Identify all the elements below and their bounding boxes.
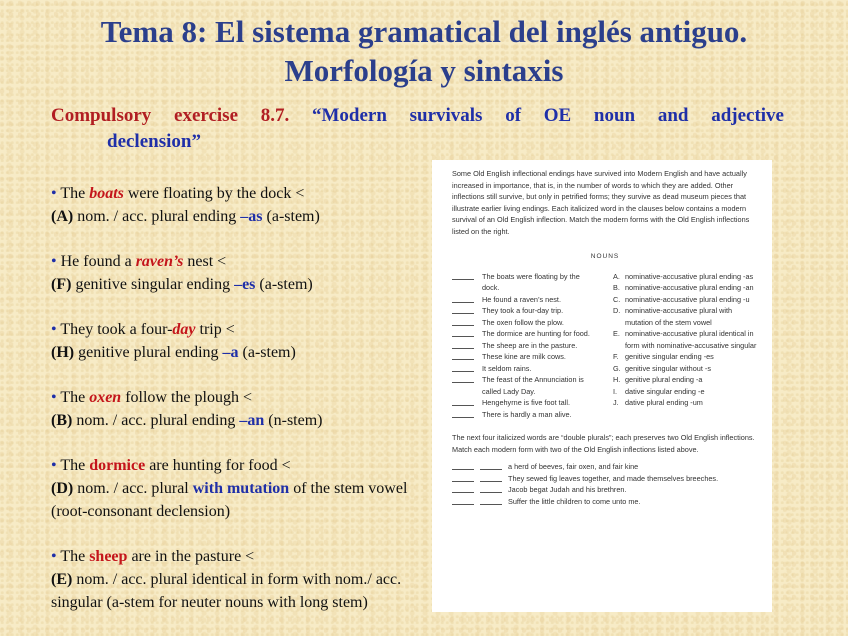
highlighted-word: sheep bbox=[89, 548, 128, 565]
exercise-row bbox=[452, 409, 592, 421]
heading-word: and bbox=[657, 105, 689, 126]
answer-code: (H) bbox=[51, 344, 75, 361]
option-row bbox=[613, 397, 758, 409]
option-row bbox=[613, 305, 758, 328]
ending: with mutation bbox=[192, 480, 290, 497]
exercise-sentence: There is hardly a man alive. bbox=[482, 409, 572, 419]
sentence-text: trip < bbox=[195, 321, 235, 338]
heading-word: survivals bbox=[409, 105, 483, 126]
option-text: dative singular ending -e bbox=[625, 386, 705, 396]
title-line-2: Morfología y sintaxis bbox=[284, 53, 564, 88]
double-plural-section bbox=[452, 432, 758, 507]
answer-blank bbox=[452, 363, 474, 372]
answer-desc: nom. / acc. plural identical in form with nom./ acc. singular (a-stem for neuter nouns with long stem) bbox=[51, 571, 402, 611]
answer-desc: (a-stem) bbox=[255, 276, 313, 293]
double-sentence: Suffer the little children to come unto me. bbox=[508, 496, 641, 506]
answer-desc: of the stem vowel (root-consonant declension) bbox=[51, 480, 408, 520]
bullet: • bbox=[51, 457, 57, 474]
option-row bbox=[613, 374, 758, 386]
heading-word: OE bbox=[543, 105, 572, 126]
answer-desc: (n-stem) bbox=[264, 412, 323, 429]
matching-exercise bbox=[452, 271, 758, 421]
option-key: D. bbox=[613, 306, 621, 315]
answer-item bbox=[51, 545, 431, 614]
heading-word: “Modern bbox=[311, 105, 387, 126]
exercise-row bbox=[452, 340, 592, 352]
double-row bbox=[452, 461, 758, 473]
option-key: A. bbox=[613, 271, 620, 281]
answer-blank bbox=[452, 409, 474, 418]
highlighted-word: oxen bbox=[89, 389, 122, 406]
double-plural-intro: The next four italicized words are “double plurals”; each preserves two Old English inflections. Match each modern form with two of the Old English inflections listed above. bbox=[452, 433, 755, 454]
exercise-sentence: The sheep are in the pasture. bbox=[482, 340, 578, 350]
exercise-row bbox=[452, 351, 592, 363]
answer-desc: (a-stem) bbox=[238, 344, 296, 361]
option-text: nominative-accusative plural with mutation of the stem vowel bbox=[625, 306, 733, 327]
slide-title bbox=[0, 12, 848, 90]
sentence-text: The bbox=[60, 457, 90, 474]
highlighted-word: dormice bbox=[89, 457, 146, 474]
bullet: • bbox=[51, 321, 57, 338]
answer-blank bbox=[452, 496, 474, 505]
answer-blank bbox=[480, 496, 502, 505]
option-row bbox=[613, 351, 758, 363]
title-line-1: Tema 8: El sistema gramatical del inglés antiguo. bbox=[100, 14, 748, 49]
answer-desc: nom. / acc. plural ending bbox=[73, 208, 241, 225]
exercise-sentence: Hengehyrne is five foot tall. bbox=[482, 398, 571, 407]
option-text: genitive singular without -s bbox=[625, 363, 711, 373]
exercise-row bbox=[452, 397, 592, 409]
exercise-sentence: The feast of the Annunciation is called Lady Day. bbox=[482, 375, 584, 396]
answer-code: (E) bbox=[51, 571, 73, 588]
ending: –an bbox=[239, 412, 265, 429]
answer-blank bbox=[452, 305, 474, 314]
exercise-sentence: He found a raven’s nest. bbox=[482, 294, 561, 304]
sentence-text: nest < bbox=[183, 253, 227, 270]
highlighted-word: boats bbox=[89, 185, 124, 202]
option-row bbox=[613, 294, 758, 306]
answer-blank bbox=[452, 340, 474, 349]
sentence-text: The bbox=[60, 185, 90, 202]
excerpt-intro: Some Old English inflectional endings have survived into Modern English and have actually increased in importance, that is, in the number of words to which they are added. Other inflections still survive, but only in petrified forms; they survive as dead museum pieces that illustrate earlier living endings. Each italicized word in the clauses below contains a modern survival of an Old English inflection. Match the modern forms with the Old English inflections listed on the right. bbox=[452, 169, 750, 236]
answer-item bbox=[51, 182, 431, 228]
answer-item bbox=[51, 386, 431, 432]
textbook-excerpt bbox=[432, 160, 772, 612]
exercise-row bbox=[452, 305, 592, 317]
exercise-row bbox=[452, 363, 592, 375]
answer-blank bbox=[452, 374, 474, 383]
highlighted-word: day bbox=[172, 321, 196, 338]
exercise-row bbox=[452, 271, 592, 294]
answer-desc: genitive plural ending bbox=[74, 344, 223, 361]
option-key: G. bbox=[613, 363, 621, 373]
option-key: H. bbox=[613, 375, 621, 384]
exercise-heading-line-2: declension” bbox=[107, 131, 201, 152]
option-row bbox=[613, 328, 758, 351]
bullet: • bbox=[51, 253, 57, 270]
exercise-sentence: The oxen follow the plow. bbox=[482, 317, 564, 327]
option-key: I. bbox=[613, 386, 618, 396]
option-key: E. bbox=[613, 329, 620, 338]
heading-word: adjective bbox=[711, 105, 784, 126]
option-text: nominative-accusative plural ending -as bbox=[625, 271, 754, 281]
answer-code: (A) bbox=[51, 208, 74, 225]
sentence-text: were floating by the dock < bbox=[123, 185, 305, 202]
bullet: • bbox=[51, 548, 57, 565]
option-text: genitive plural ending -a bbox=[625, 375, 703, 384]
option-text: nominative-accusative plural ending -an bbox=[625, 283, 754, 292]
answer-item bbox=[51, 250, 431, 296]
exercise-heading-line-1 bbox=[51, 103, 784, 129]
double-row bbox=[452, 473, 758, 485]
answer-blank bbox=[452, 397, 474, 406]
answer-desc: (a-stem) bbox=[262, 208, 320, 225]
option-key: F. bbox=[613, 352, 619, 361]
exercise-heading bbox=[51, 103, 784, 155]
heading-word: noun bbox=[593, 105, 636, 126]
answer-blank bbox=[452, 473, 474, 482]
option-text: dative plural ending -um bbox=[625, 398, 703, 407]
answer-blank bbox=[452, 294, 474, 303]
answer-list bbox=[51, 182, 431, 636]
exercise-sentence: These kine are milk cows. bbox=[482, 352, 566, 361]
answer-desc: nom. / acc. plural bbox=[73, 480, 193, 497]
heading-word: Compulsory bbox=[51, 105, 152, 126]
exercise-row bbox=[452, 294, 592, 306]
exercise-row bbox=[452, 328, 592, 340]
double-sentence: They sewed fig leaves together, and made themselves breeches. bbox=[508, 473, 719, 483]
option-text: nominative-accusative plural identical in form with nominative-accusative singular bbox=[625, 329, 757, 350]
excerpt-heading: NOUNS bbox=[590, 253, 620, 260]
bullet: • bbox=[51, 389, 57, 406]
sentence-text: They took a four- bbox=[60, 321, 173, 338]
answer-blank bbox=[480, 484, 502, 493]
answer-code: (B) bbox=[51, 412, 73, 429]
sentence-text: The bbox=[60, 548, 90, 565]
option-text: genitive singular ending -es bbox=[625, 352, 714, 361]
exercise-sentence: It seldom rains. bbox=[482, 363, 532, 373]
answer-blank bbox=[480, 461, 502, 470]
sentence-text: The bbox=[60, 389, 90, 406]
option-list bbox=[613, 271, 758, 421]
option-key: C. bbox=[613, 294, 621, 304]
double-sentence: a herd of beeves, fair oxen, and fair kine bbox=[508, 462, 639, 471]
bullet: • bbox=[51, 185, 57, 202]
exercise-row bbox=[452, 317, 592, 329]
option-row bbox=[613, 282, 758, 294]
double-row bbox=[452, 496, 758, 508]
answer-blank bbox=[452, 461, 474, 470]
heading-word: 8.7. bbox=[260, 105, 290, 126]
sentence-text: follow the plough < bbox=[121, 389, 252, 406]
ending: –a bbox=[222, 344, 239, 361]
sentence-text: are hunting for food < bbox=[145, 457, 291, 474]
answer-blank bbox=[452, 351, 474, 360]
sentence-list bbox=[452, 271, 592, 421]
highlighted-word: raven’s bbox=[135, 253, 184, 270]
exercise-sentence: They took a four-day trip. bbox=[482, 306, 564, 315]
answer-desc: genitive singular ending bbox=[71, 276, 235, 293]
heading-word: exercise bbox=[174, 105, 239, 126]
answer-code: (F) bbox=[51, 276, 72, 293]
double-row bbox=[452, 484, 758, 496]
option-row bbox=[613, 363, 758, 375]
option-key: B. bbox=[613, 283, 620, 292]
answer-desc: nom. / acc. plural ending bbox=[72, 412, 240, 429]
answer-blank bbox=[452, 271, 474, 280]
answer-blank bbox=[480, 473, 502, 482]
exercise-sentence: The boats were floating by the dock. bbox=[482, 271, 580, 292]
answer-item bbox=[51, 318, 431, 364]
option-text: nominative-accusative plural ending -u bbox=[625, 294, 750, 304]
sentence-text: He found a bbox=[60, 253, 136, 270]
answer-code: (D) bbox=[51, 480, 74, 497]
answer-blank bbox=[452, 317, 474, 326]
exercise-row bbox=[452, 374, 592, 397]
ending: –as bbox=[240, 208, 263, 225]
option-row bbox=[613, 271, 758, 283]
sentence-text: are in the pasture < bbox=[127, 548, 255, 565]
answer-item bbox=[51, 454, 431, 523]
ending: –es bbox=[234, 276, 256, 293]
option-key: J. bbox=[613, 398, 619, 407]
exercise-sentence: The dormice are hunting for food. bbox=[482, 329, 590, 338]
heading-word: of bbox=[505, 105, 522, 126]
double-sentence: Jacob begat Judah and his brethren. bbox=[508, 485, 627, 494]
option-row bbox=[613, 386, 758, 398]
answer-blank bbox=[452, 328, 474, 337]
answer-blank bbox=[452, 484, 474, 493]
